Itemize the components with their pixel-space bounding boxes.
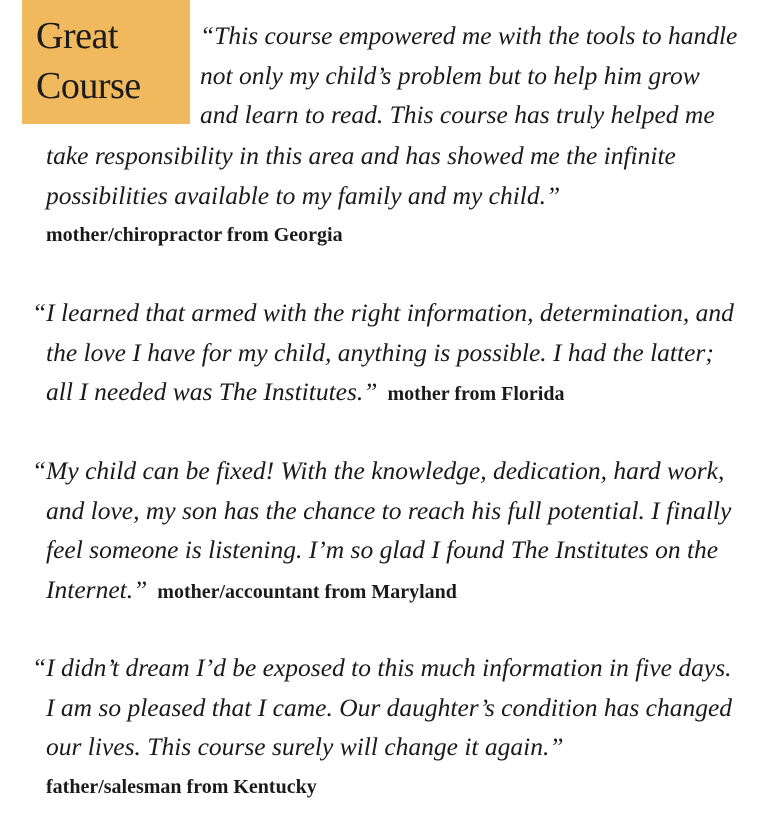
heading-line-2: Course <box>36 65 141 107</box>
attribution: mother/accountant from Maryland <box>157 581 457 603</box>
quote-line: feel someone is listening. I’m so glad I found The Institutes on the <box>46 535 719 564</box>
quote-text: all I needed was The Institutes.” <box>46 377 378 406</box>
quote-line: and love, my son has the chance to reach his full potential. I finally <box>46 496 732 525</box>
attribution: mother/chiropractor from Georgia <box>46 224 343 246</box>
quote-line: and learn to read. This course has truly helped me <box>200 100 715 129</box>
attribution: mother from Florida <box>387 383 565 405</box>
heading-line-1: Great <box>36 15 118 57</box>
quote-line: take responsibility in this area and has showed me the infinite <box>46 141 676 170</box>
quote-line <box>46 570 457 612</box>
quote-line: “This course empowered me with the tools to handle <box>200 21 738 50</box>
quote-line: not only my child’s problem but to help him grow <box>200 61 700 90</box>
quote-line: our lives. This course surely will change it again.” <box>46 732 564 761</box>
quote-text: Internet.” <box>46 575 148 604</box>
quote-line: possibilities available to my family and my child.” <box>46 181 561 210</box>
quote-line: “I didn’t dream I’d be exposed to this much information in five days. <box>32 653 732 682</box>
quote-line: “I learned that armed with the right information, determination, and <box>32 298 734 327</box>
attribution: father/salesman from Kentucky <box>46 776 317 798</box>
quote-line: I am so pleased that I came. Our daughter’s condition has changed <box>46 693 733 722</box>
quote-line: the love I have for my child, anything is possible. I had the latter; <box>46 338 714 367</box>
quote-line: “My child can be fixed! With the knowledge, dedication, hard work, <box>32 456 725 485</box>
quote-line <box>46 372 565 414</box>
heading-badge <box>22 0 190 124</box>
